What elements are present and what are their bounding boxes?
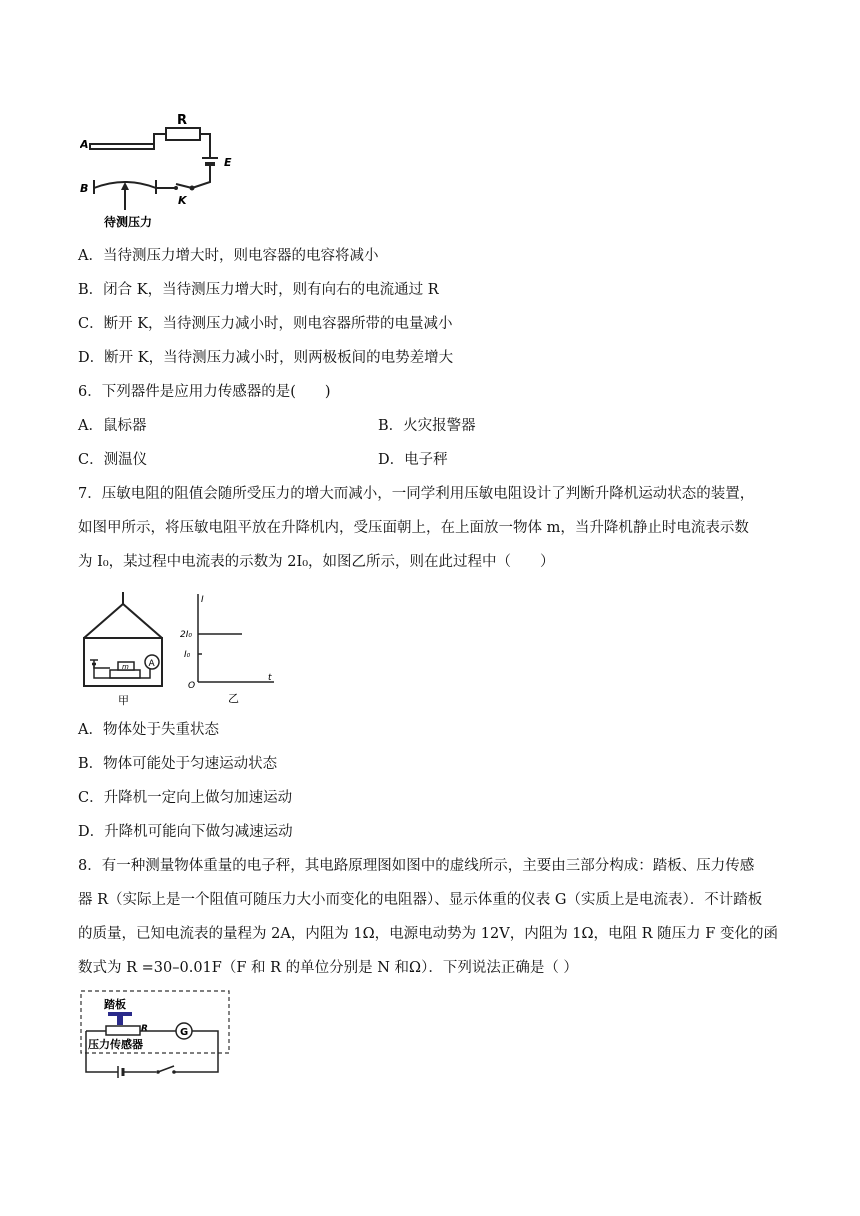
figure-capacitor-sensor [80,106,250,232]
label-o: O [188,681,196,691]
q7-option-b: B．物体可能处于匀速运动状态 [78,756,278,772]
figure-electronic-scale [78,988,234,1084]
label-jia: 甲 [118,694,129,707]
label-g: G [180,1027,189,1038]
q7-stem-line3: 为 I₀，某过程中电流表的示数为 2I₀，如图乙所示，则在此过程中（ ） [78,554,555,570]
figure-elevator [80,590,280,708]
label-t: t [268,673,272,683]
label-r: R [177,113,188,128]
q6-option-d: D．电子秤 [378,452,448,468]
resistor-r [166,128,200,140]
q7-option-d: D．升降机可能向下做匀减速运动 [78,824,293,840]
label-yi: 乙 [228,692,239,705]
label-a: A [80,138,89,151]
q7-stem-line2: 如图甲所示，将压敏电阻平放在升降机内，受压面朝上，在上面放一物体 m，当升降机静止时电流表示数 [78,520,749,536]
q5-option-d: D．断开 K，当待测压力减小时，则两极板间的电势差增大 [78,350,454,366]
pressure-resistor [110,670,140,678]
q6-option-a: A．鼠标器 [78,418,147,434]
sensor-resistor [106,1026,140,1035]
q7-option-c: C．升降机一定向上做匀加速运动 [78,790,293,806]
q5-option-c: C．断开 K，当待测压力减小时，则电容器所带的电量减小 [78,316,453,332]
q8-stem-line4: 数式为 R =30–0.01F（F 和 R 的单位分别是 N 和Ω）．下列说法正确是（ ） [78,960,578,976]
label-i: I [201,595,204,605]
label-2i0: 2I₀ [180,630,192,640]
elevator-roof [84,604,162,638]
label-ammeter: A [148,659,155,669]
label-pedal: 踏板 [104,998,126,1011]
label-m: m [122,663,129,671]
label-k: K [178,194,187,207]
q5-option-a: A．当待测压力增大时，则电容器的电容将减小 [78,248,379,264]
q5-option-b: B．闭合 K，当待测压力增大时，则有向右的电流通过 R [78,282,439,298]
q6-option-c: C．测温仪 [78,452,148,468]
plate-a [90,144,154,149]
label-sensor: 压力传感器 [88,1038,143,1051]
q8-stem-line1: 8．有一种测量物体重量的电子秤，其电路原理图如图中的虚线所示，主要由三部分构成：踏板、压力传感 [78,858,755,874]
figure-caption: 待测压力 [104,215,153,229]
label-e: E [224,156,232,169]
label-i0: I₀ [184,650,191,660]
label-r: R [141,1024,148,1034]
q8-stem-line2: 器 R（实际上是一个阻值可随压力大小而变化的电阻器）、显示体重的仪表 G（实质上是电流表）．不计踏板 [78,892,763,908]
q8-stem-line3: 的质量，已知电流表的量程为 2A，内阻为 1Ω，电源电动势为 12V，内阻为 1Ω，电阻 R 随压力 F 变化的函 [78,926,778,942]
pedal [108,1012,132,1016]
q6-stem: 6．下列器件是应用力传感器的是( ) [78,384,331,400]
label-b: B [80,182,89,195]
q6-option-b: B．火灾报警器 [378,418,476,434]
q7-option-a: A．物体处于失重状态 [78,722,219,738]
q7-stem-line1: 7．压敏电阻的阻值会随所受压力的增大而减小，一同学利用压敏电阻设计了判断升降机运动状态的装置， [78,486,755,502]
